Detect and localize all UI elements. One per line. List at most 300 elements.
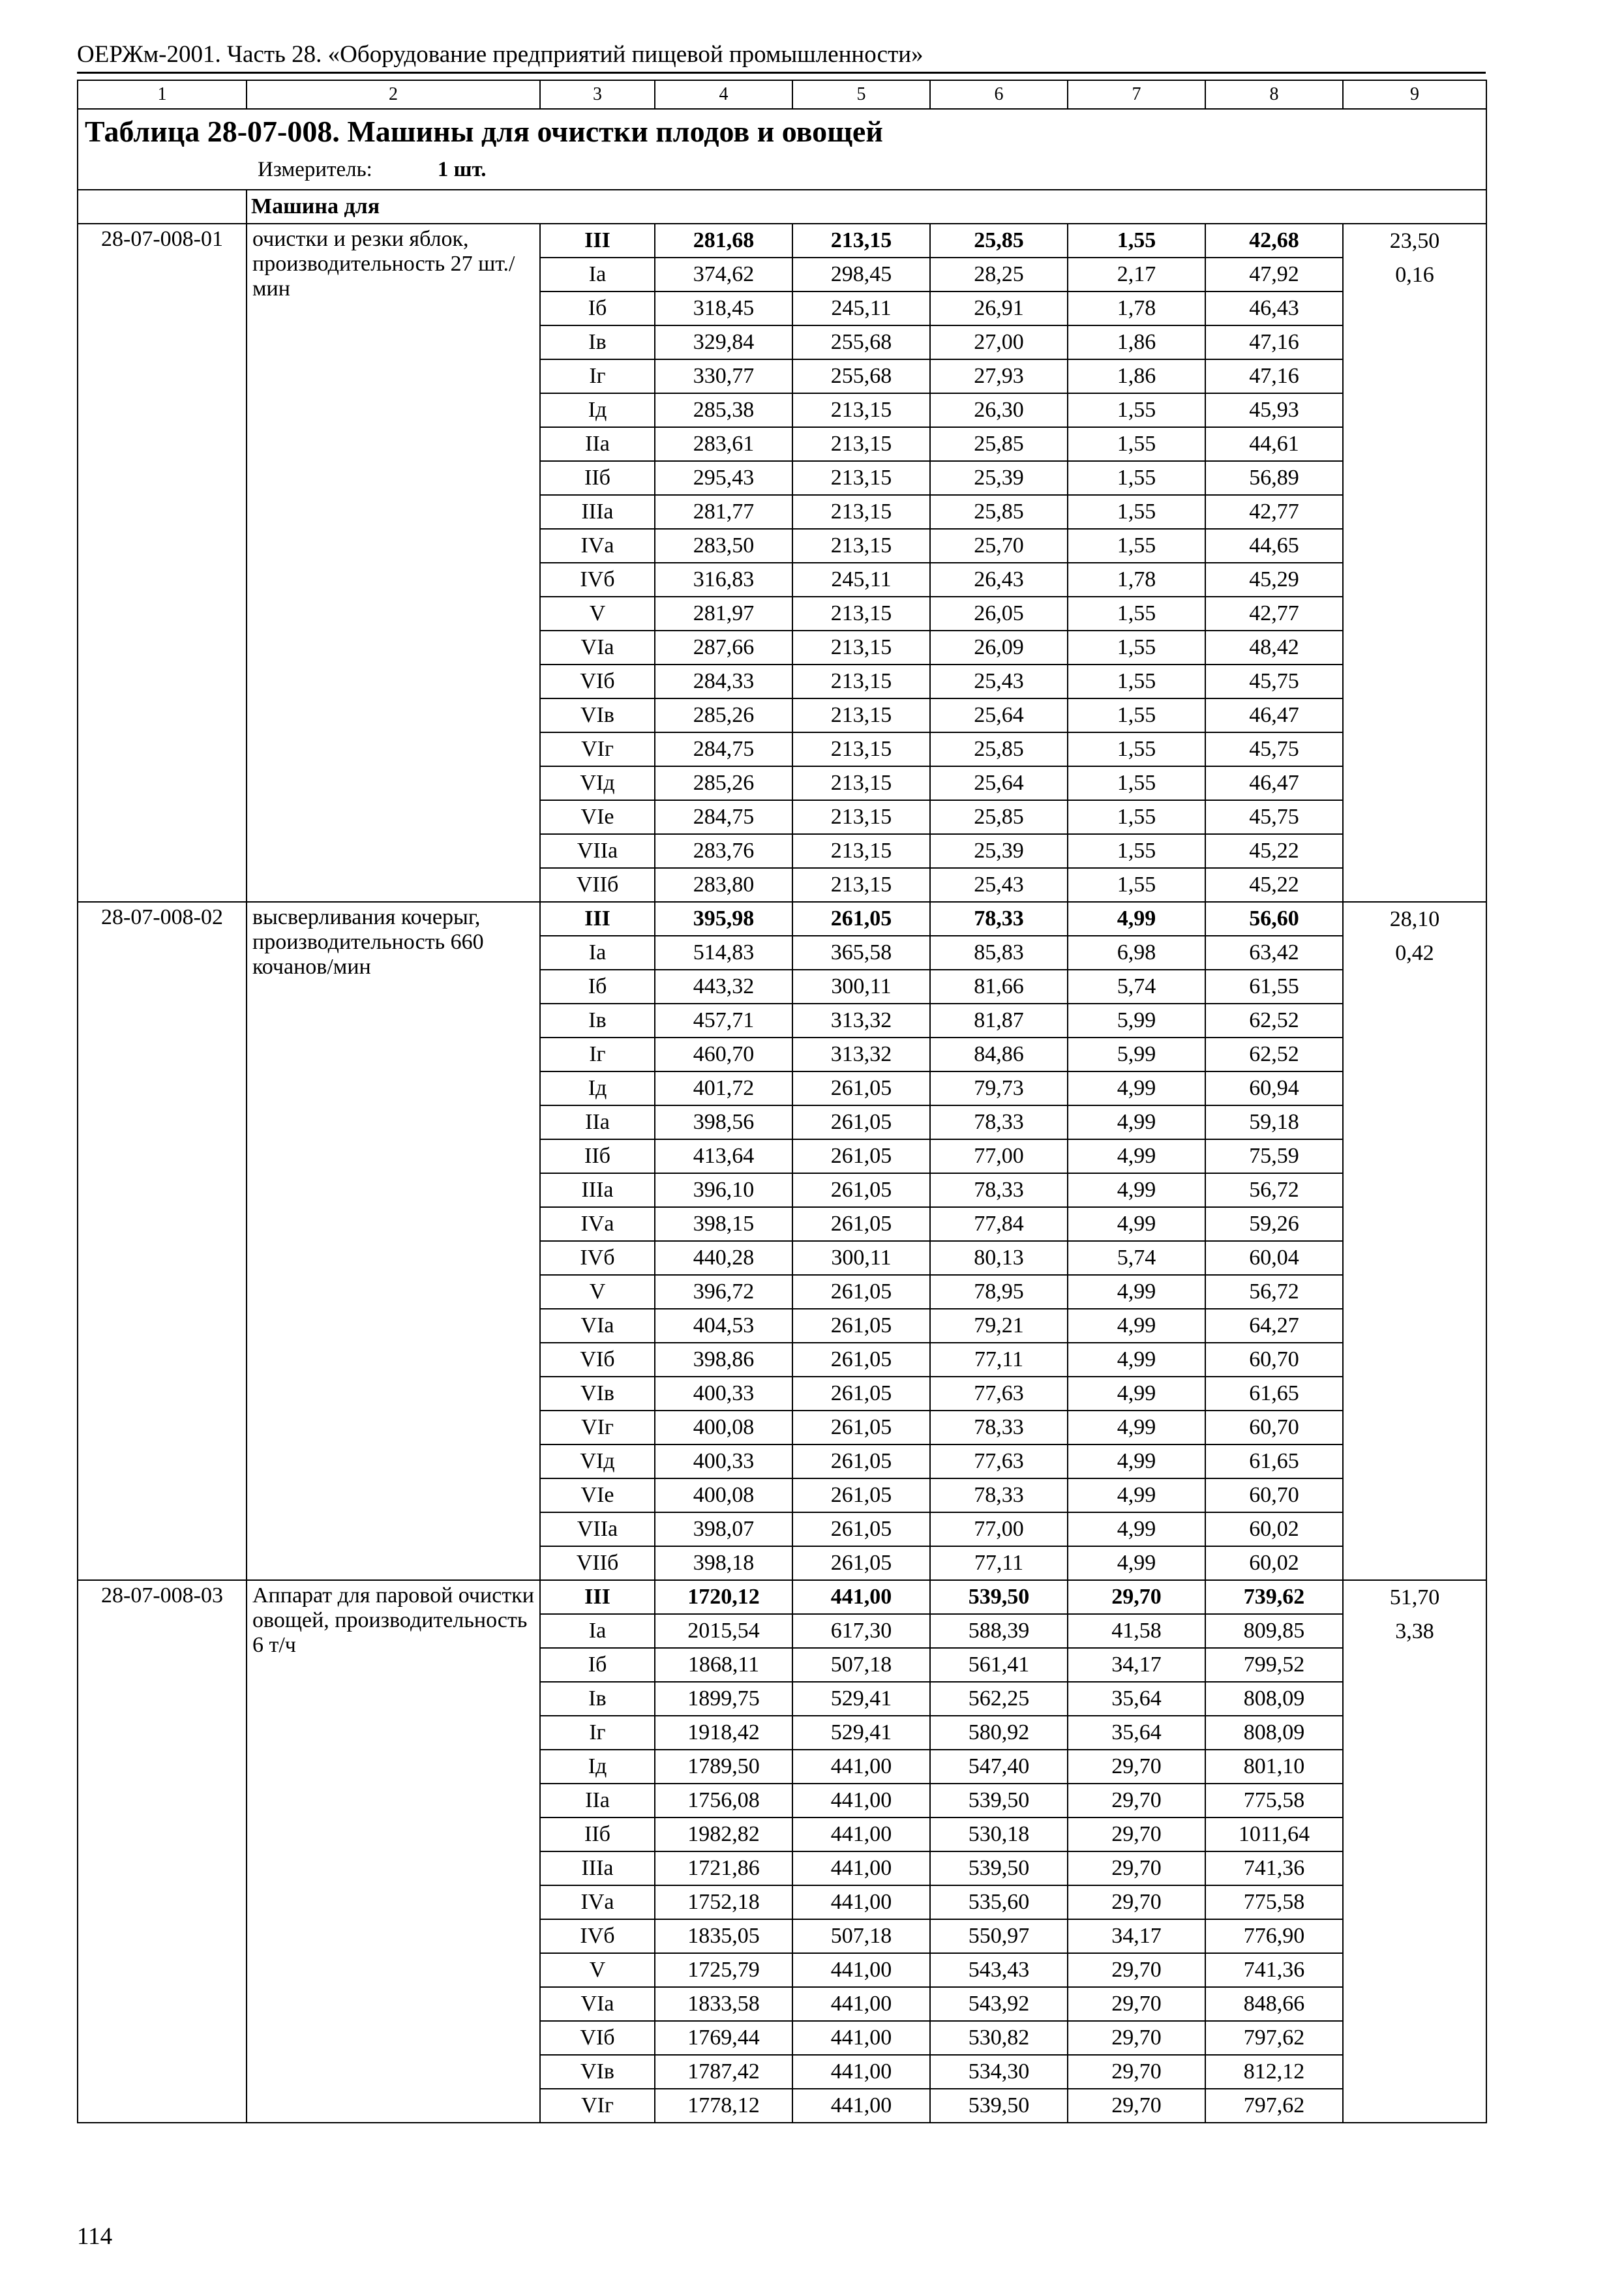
- value-cell: 27,93: [930, 359, 1068, 393]
- column-number-row: [78, 80, 1486, 109]
- zone-cell: IIб: [540, 1139, 655, 1173]
- zone-cell: IIа: [540, 1784, 655, 1818]
- col9-value: 3,38: [1395, 1619, 1434, 1643]
- value-cell: 316,83: [655, 563, 792, 597]
- zone-cell: Iг: [540, 1038, 655, 1071]
- value-cell: 78,33: [930, 1105, 1068, 1139]
- value-cell: 1756,08: [655, 1784, 792, 1818]
- value-cell: 61,65: [1205, 1377, 1343, 1411]
- page-number: 114: [77, 2223, 113, 2250]
- value-cell: 1835,05: [655, 1919, 792, 1953]
- value-cell: 261,05: [792, 1512, 930, 1546]
- value-cell: 1,55: [1068, 393, 1205, 427]
- value-cell: 29,70: [1068, 1885, 1205, 1919]
- value-cell: 530,18: [930, 1818, 1068, 1851]
- value-cell: 1769,44: [655, 2021, 792, 2055]
- header-rule: [77, 72, 1486, 74]
- zone-cell: IVа: [540, 1885, 655, 1919]
- value-cell: 45,22: [1205, 868, 1343, 902]
- value-cell: 4,99: [1068, 1478, 1205, 1512]
- value-cell: 81,66: [930, 970, 1068, 1004]
- value-cell: 284,75: [655, 732, 792, 766]
- value-cell: 213,15: [792, 461, 930, 495]
- zone-cell: Iб: [540, 970, 655, 1004]
- value-cell: 261,05: [792, 1444, 930, 1478]
- value-cell: 47,16: [1205, 359, 1343, 393]
- value-cell: 62,52: [1205, 1038, 1343, 1071]
- value-cell: 213,15: [792, 800, 930, 834]
- meter-line: [258, 157, 1479, 183]
- value-cell: 441,00: [792, 2089, 930, 2123]
- value-cell: 4,99: [1068, 1139, 1205, 1173]
- value-cell: 4,99: [1068, 902, 1205, 936]
- column-number: 6: [930, 80, 1068, 109]
- value-cell: 45,93: [1205, 393, 1343, 427]
- value-cell: 25,43: [930, 665, 1068, 698]
- value-cell: 25,64: [930, 766, 1068, 800]
- zone-cell: VIг: [540, 1411, 655, 1444]
- zone-cell: VIд: [540, 766, 655, 800]
- value-cell: 562,25: [930, 1682, 1068, 1716]
- value-cell: 77,84: [930, 1207, 1068, 1241]
- value-cell: 79,73: [930, 1071, 1068, 1105]
- value-cell: 56,60: [1205, 902, 1343, 936]
- value-cell: 4,99: [1068, 1105, 1205, 1139]
- zone-cell: III: [540, 902, 655, 936]
- value-cell: 1721,86: [655, 1851, 792, 1885]
- subheading-empty-cell: [78, 190, 247, 224]
- value-cell: 60,04: [1205, 1241, 1343, 1275]
- column-number: 8: [1205, 80, 1343, 109]
- value-cell: 42,77: [1205, 495, 1343, 529]
- value-cell: 48,42: [1205, 631, 1343, 665]
- value-cell: 213,15: [792, 665, 930, 698]
- value-cell: 440,28: [655, 1241, 792, 1275]
- value-cell: 78,33: [930, 1411, 1068, 1444]
- value-cell: 400,33: [655, 1377, 792, 1411]
- value-cell: 4,99: [1068, 1343, 1205, 1377]
- value-cell: 441,00: [792, 1750, 930, 1784]
- value-cell: 4,99: [1068, 1071, 1205, 1105]
- value-cell: 1011,64: [1205, 1818, 1343, 1851]
- value-cell: 1833,58: [655, 1987, 792, 2021]
- table-title: Таблица 28-07-008. Машины для очистки плодов и овощей: [85, 115, 883, 148]
- value-cell: 4,99: [1068, 1512, 1205, 1546]
- value-cell: 295,43: [655, 461, 792, 495]
- zone-cell: IIIа: [540, 1851, 655, 1885]
- value-cell: 2015,54: [655, 1614, 792, 1648]
- zone-cell: IVб: [540, 563, 655, 597]
- value-cell: 261,05: [792, 1207, 930, 1241]
- value-cell: 77,63: [930, 1377, 1068, 1411]
- value-cell: 539,50: [930, 1851, 1068, 1885]
- value-cell: 46,43: [1205, 292, 1343, 325]
- value-cell: 29,70: [1068, 2089, 1205, 2123]
- table-row: [78, 224, 1486, 258]
- value-cell: 45,75: [1205, 732, 1343, 766]
- zone-cell: IIб: [540, 461, 655, 495]
- zone-cell: Iв: [540, 1682, 655, 1716]
- value-cell: 45,29: [1205, 563, 1343, 597]
- value-cell: 396,10: [655, 1173, 792, 1207]
- value-cell: 776,90: [1205, 1919, 1343, 1953]
- col9-value: 28,10: [1389, 907, 1440, 931]
- value-cell: 547,40: [930, 1750, 1068, 1784]
- table-row: [78, 902, 1486, 936]
- value-cell: 85,83: [930, 936, 1068, 970]
- value-cell: 25,85: [930, 427, 1068, 461]
- column-number: 9: [1343, 80, 1486, 109]
- value-cell: 809,85: [1205, 1614, 1343, 1648]
- value-cell: 1,86: [1068, 325, 1205, 359]
- column-number: 1: [78, 80, 247, 109]
- value-cell: 29,70: [1068, 1818, 1205, 1851]
- zone-cell: V: [540, 1953, 655, 1987]
- value-cell: 400,33: [655, 1444, 792, 1478]
- value-cell: 283,50: [655, 529, 792, 563]
- value-cell: 808,09: [1205, 1682, 1343, 1716]
- value-cell: 1789,50: [655, 1750, 792, 1784]
- value-cell: 213,15: [792, 529, 930, 563]
- item-description: очистки и резки яблок, производительность 27 шт./мин: [247, 224, 540, 902]
- value-cell: 29,70: [1068, 1580, 1205, 1614]
- value-cell: 64,27: [1205, 1309, 1343, 1343]
- zone-cell: III: [540, 1580, 655, 1614]
- value-cell: 1918,42: [655, 1716, 792, 1750]
- value-cell: 213,15: [792, 427, 930, 461]
- item-description: высверливания кочерыг, производительность 660 кочанов/мин: [247, 902, 540, 1580]
- value-cell: 739,62: [1205, 1580, 1343, 1614]
- value-cell: 47,92: [1205, 258, 1343, 292]
- value-cell: 41,58: [1068, 1614, 1205, 1648]
- zone-cell: VIIа: [540, 1512, 655, 1546]
- zone-cell: Iг: [540, 359, 655, 393]
- value-cell: 1,55: [1068, 427, 1205, 461]
- value-cell: 34,17: [1068, 1648, 1205, 1682]
- value-cell: 56,72: [1205, 1275, 1343, 1309]
- value-cell: 812,12: [1205, 2055, 1343, 2089]
- value-cell: 25,85: [930, 224, 1068, 258]
- value-cell: 5,74: [1068, 970, 1205, 1004]
- value-cell: 507,18: [792, 1648, 930, 1682]
- value-cell: 45,75: [1205, 800, 1343, 834]
- value-cell: 56,72: [1205, 1173, 1343, 1207]
- zone-cell: VIв: [540, 698, 655, 732]
- value-cell: 60,70: [1205, 1411, 1343, 1444]
- value-cell: 46,47: [1205, 698, 1343, 732]
- value-cell: 1,55: [1068, 732, 1205, 766]
- zone-cell: Iб: [540, 1648, 655, 1682]
- zone-cell: IVа: [540, 1207, 655, 1241]
- value-cell: 62,52: [1205, 1004, 1343, 1038]
- value-cell: 29,70: [1068, 1784, 1205, 1818]
- value-cell: 1868,11: [655, 1648, 792, 1682]
- value-cell: 404,53: [655, 1309, 792, 1343]
- value-cell: 213,15: [792, 224, 930, 258]
- value-cell: 213,15: [792, 597, 930, 631]
- value-cell: 45,75: [1205, 665, 1343, 698]
- value-cell: 29,70: [1068, 2021, 1205, 2055]
- value-cell: 26,30: [930, 393, 1068, 427]
- value-cell: 283,61: [655, 427, 792, 461]
- value-cell: 84,86: [930, 1038, 1068, 1071]
- value-cell: 261,05: [792, 1377, 930, 1411]
- value-cell: 401,72: [655, 1071, 792, 1105]
- value-cell: 26,43: [930, 563, 1068, 597]
- value-cell: 35,64: [1068, 1716, 1205, 1750]
- item-code: 28-07-008-03: [78, 1580, 247, 2123]
- value-cell: 261,05: [792, 1546, 930, 1580]
- zone-cell: VIв: [540, 1377, 655, 1411]
- value-cell: 441,00: [792, 2021, 930, 2055]
- zone-cell: VIв: [540, 2055, 655, 2089]
- value-cell: 281,68: [655, 224, 792, 258]
- col9-value: 23,50: [1389, 229, 1440, 253]
- value-cell: 284,33: [655, 665, 792, 698]
- value-cell: 1,78: [1068, 563, 1205, 597]
- value-cell: 313,32: [792, 1004, 930, 1038]
- col9-value: 0,42: [1395, 941, 1434, 965]
- zone-cell: Iг: [540, 1716, 655, 1750]
- value-cell: 797,62: [1205, 2089, 1343, 2123]
- value-cell: 530,82: [930, 2021, 1068, 2055]
- value-cell: 1,55: [1068, 224, 1205, 258]
- zone-cell: VIг: [540, 732, 655, 766]
- item-description: Аппарат для паровой очистки овощей, производительность 6 т/ч: [247, 1580, 540, 2123]
- value-cell: 300,11: [792, 970, 930, 1004]
- item-code: 28-07-008-02: [78, 902, 247, 1580]
- value-cell: 26,09: [930, 631, 1068, 665]
- item-col9-cell: [1343, 902, 1486, 1580]
- value-cell: 395,98: [655, 902, 792, 936]
- value-cell: 398,86: [655, 1343, 792, 1377]
- zone-cell: VIд: [540, 1444, 655, 1478]
- value-cell: 457,71: [655, 1004, 792, 1038]
- value-cell: 543,43: [930, 1953, 1068, 1987]
- value-cell: 1,55: [1068, 698, 1205, 732]
- value-cell: 255,68: [792, 359, 930, 393]
- column-number: 3: [540, 80, 655, 109]
- zone-cell: VIIб: [540, 1546, 655, 1580]
- value-cell: 5,99: [1068, 1038, 1205, 1071]
- value-cell: 213,15: [792, 732, 930, 766]
- value-cell: 78,33: [930, 1478, 1068, 1512]
- value-cell: 46,47: [1205, 766, 1343, 800]
- value-cell: 441,00: [792, 1580, 930, 1614]
- value-cell: 588,39: [930, 1614, 1068, 1648]
- zone-cell: Iд: [540, 393, 655, 427]
- value-cell: 60,02: [1205, 1512, 1343, 1546]
- value-cell: 77,00: [930, 1512, 1068, 1546]
- zone-cell: VIа: [540, 1309, 655, 1343]
- value-cell: 261,05: [792, 1173, 930, 1207]
- value-cell: 26,91: [930, 292, 1068, 325]
- value-cell: 42,77: [1205, 597, 1343, 631]
- zone-cell: VIб: [540, 665, 655, 698]
- value-cell: 539,50: [930, 1784, 1068, 1818]
- value-cell: 29,70: [1068, 2055, 1205, 2089]
- zone-cell: Iв: [540, 325, 655, 359]
- value-cell: 5,74: [1068, 1241, 1205, 1275]
- value-cell: 1,55: [1068, 766, 1205, 800]
- table-title-cell: [78, 109, 1486, 190]
- value-cell: 539,50: [930, 1580, 1068, 1614]
- column-number: 2: [247, 80, 540, 109]
- value-cell: 441,00: [792, 1987, 930, 2021]
- value-cell: 25,85: [930, 495, 1068, 529]
- value-cell: 29,70: [1068, 1987, 1205, 2021]
- value-cell: 60,94: [1205, 1071, 1343, 1105]
- value-cell: 617,30: [792, 1614, 930, 1648]
- col9-value: 0,16: [1395, 263, 1434, 287]
- value-cell: 35,64: [1068, 1682, 1205, 1716]
- value-cell: 1720,12: [655, 1580, 792, 1614]
- value-cell: 4,99: [1068, 1546, 1205, 1580]
- value-cell: 28,25: [930, 258, 1068, 292]
- value-cell: 261,05: [792, 1139, 930, 1173]
- column-number: 4: [655, 80, 792, 109]
- item-col9-cell: [1343, 224, 1486, 902]
- table-subheading: Машина для: [247, 190, 1486, 224]
- value-cell: 808,09: [1205, 1716, 1343, 1750]
- value-cell: 261,05: [792, 902, 930, 936]
- value-cell: 300,11: [792, 1241, 930, 1275]
- value-cell: 261,05: [792, 1105, 930, 1139]
- value-cell: 213,15: [792, 393, 930, 427]
- value-cell: 539,50: [930, 2089, 1068, 2123]
- zone-cell: III: [540, 224, 655, 258]
- value-cell: 1982,82: [655, 1818, 792, 1851]
- zone-cell: VIIб: [540, 868, 655, 902]
- value-cell: 534,30: [930, 2055, 1068, 2089]
- value-cell: 848,66: [1205, 1987, 1343, 2021]
- value-cell: 441,00: [792, 1851, 930, 1885]
- value-cell: 2,17: [1068, 258, 1205, 292]
- col9-value: 51,70: [1389, 1585, 1440, 1609]
- value-cell: 29,70: [1068, 1953, 1205, 1987]
- value-cell: 261,05: [792, 1343, 930, 1377]
- value-cell: 281,97: [655, 597, 792, 631]
- value-cell: 77,11: [930, 1546, 1068, 1580]
- value-cell: 441,00: [792, 1885, 930, 1919]
- column-number: 7: [1068, 80, 1205, 109]
- value-cell: 443,32: [655, 970, 792, 1004]
- value-cell: 25,43: [930, 868, 1068, 902]
- value-cell: 245,11: [792, 292, 930, 325]
- value-cell: 281,77: [655, 495, 792, 529]
- value-cell: 213,15: [792, 868, 930, 902]
- subheading-row: [78, 190, 1486, 224]
- value-cell: 1,55: [1068, 631, 1205, 665]
- value-cell: 313,32: [792, 1038, 930, 1071]
- document-header: ОЕРЖм-2001. Часть 28. «Оборудование предприятий пищевой промышленности»: [77, 41, 924, 68]
- value-cell: 5,99: [1068, 1004, 1205, 1038]
- value-cell: 245,11: [792, 563, 930, 597]
- value-cell: 287,66: [655, 631, 792, 665]
- rates-table: [77, 80, 1487, 2123]
- value-cell: 25,85: [930, 800, 1068, 834]
- value-cell: 261,05: [792, 1275, 930, 1309]
- zone-cell: VIб: [540, 2021, 655, 2055]
- zone-cell: IIIа: [540, 1173, 655, 1207]
- value-cell: 81,87: [930, 1004, 1068, 1038]
- value-cell: 1725,79: [655, 1953, 792, 1987]
- value-cell: 25,64: [930, 698, 1068, 732]
- zone-cell: V: [540, 1275, 655, 1309]
- value-cell: 543,92: [930, 1987, 1068, 2021]
- value-cell: 797,62: [1205, 2021, 1343, 2055]
- value-cell: 78,33: [930, 1173, 1068, 1207]
- value-cell: 4,99: [1068, 1309, 1205, 1343]
- value-cell: 529,41: [792, 1716, 930, 1750]
- value-cell: 213,15: [792, 698, 930, 732]
- zone-cell: VIг: [540, 2089, 655, 2123]
- value-cell: 561,41: [930, 1648, 1068, 1682]
- item-code: 28-07-008-01: [78, 224, 247, 902]
- table-body: [78, 80, 1486, 2123]
- value-cell: 460,70: [655, 1038, 792, 1071]
- value-cell: 507,18: [792, 1919, 930, 1953]
- table-title-row: [78, 109, 1486, 190]
- value-cell: 61,55: [1205, 970, 1343, 1004]
- zone-cell: IIа: [540, 427, 655, 461]
- value-cell: 1899,75: [655, 1682, 792, 1716]
- zone-cell: VIе: [540, 1478, 655, 1512]
- value-cell: 1,55: [1068, 665, 1205, 698]
- value-cell: 4,99: [1068, 1377, 1205, 1411]
- value-cell: 365,58: [792, 936, 930, 970]
- table-row: [78, 1580, 1486, 1614]
- value-cell: 4,99: [1068, 1411, 1205, 1444]
- value-cell: 1,55: [1068, 495, 1205, 529]
- value-cell: 400,08: [655, 1478, 792, 1512]
- value-cell: 1,55: [1068, 461, 1205, 495]
- value-cell: 398,56: [655, 1105, 792, 1139]
- value-cell: 261,05: [792, 1309, 930, 1343]
- value-cell: 400,08: [655, 1411, 792, 1444]
- zone-cell: VIе: [540, 800, 655, 834]
- value-cell: 441,00: [792, 1953, 930, 1987]
- value-cell: 413,64: [655, 1139, 792, 1173]
- item-col9-cell: [1343, 1580, 1486, 2123]
- zone-cell: IVа: [540, 529, 655, 563]
- value-cell: 374,62: [655, 258, 792, 292]
- value-cell: 213,15: [792, 631, 930, 665]
- value-cell: 284,75: [655, 800, 792, 834]
- value-cell: 535,60: [930, 1885, 1068, 1919]
- value-cell: 283,76: [655, 834, 792, 868]
- value-cell: 285,26: [655, 698, 792, 732]
- value-cell: 79,21: [930, 1309, 1068, 1343]
- value-cell: 775,58: [1205, 1784, 1343, 1818]
- value-cell: 441,00: [792, 1784, 930, 1818]
- value-cell: 60,70: [1205, 1343, 1343, 1377]
- value-cell: 396,72: [655, 1275, 792, 1309]
- value-cell: 25,39: [930, 461, 1068, 495]
- value-cell: 4,99: [1068, 1173, 1205, 1207]
- value-cell: 330,77: [655, 359, 792, 393]
- value-cell: 25,39: [930, 834, 1068, 868]
- zone-cell: VIа: [540, 1987, 655, 2021]
- value-cell: 34,17: [1068, 1919, 1205, 1953]
- value-cell: 441,00: [792, 1818, 930, 1851]
- zone-cell: V: [540, 597, 655, 631]
- value-cell: 213,15: [792, 495, 930, 529]
- value-cell: 741,36: [1205, 1953, 1343, 1987]
- value-cell: 398,07: [655, 1512, 792, 1546]
- zone-cell: IIIа: [540, 495, 655, 529]
- value-cell: 26,05: [930, 597, 1068, 631]
